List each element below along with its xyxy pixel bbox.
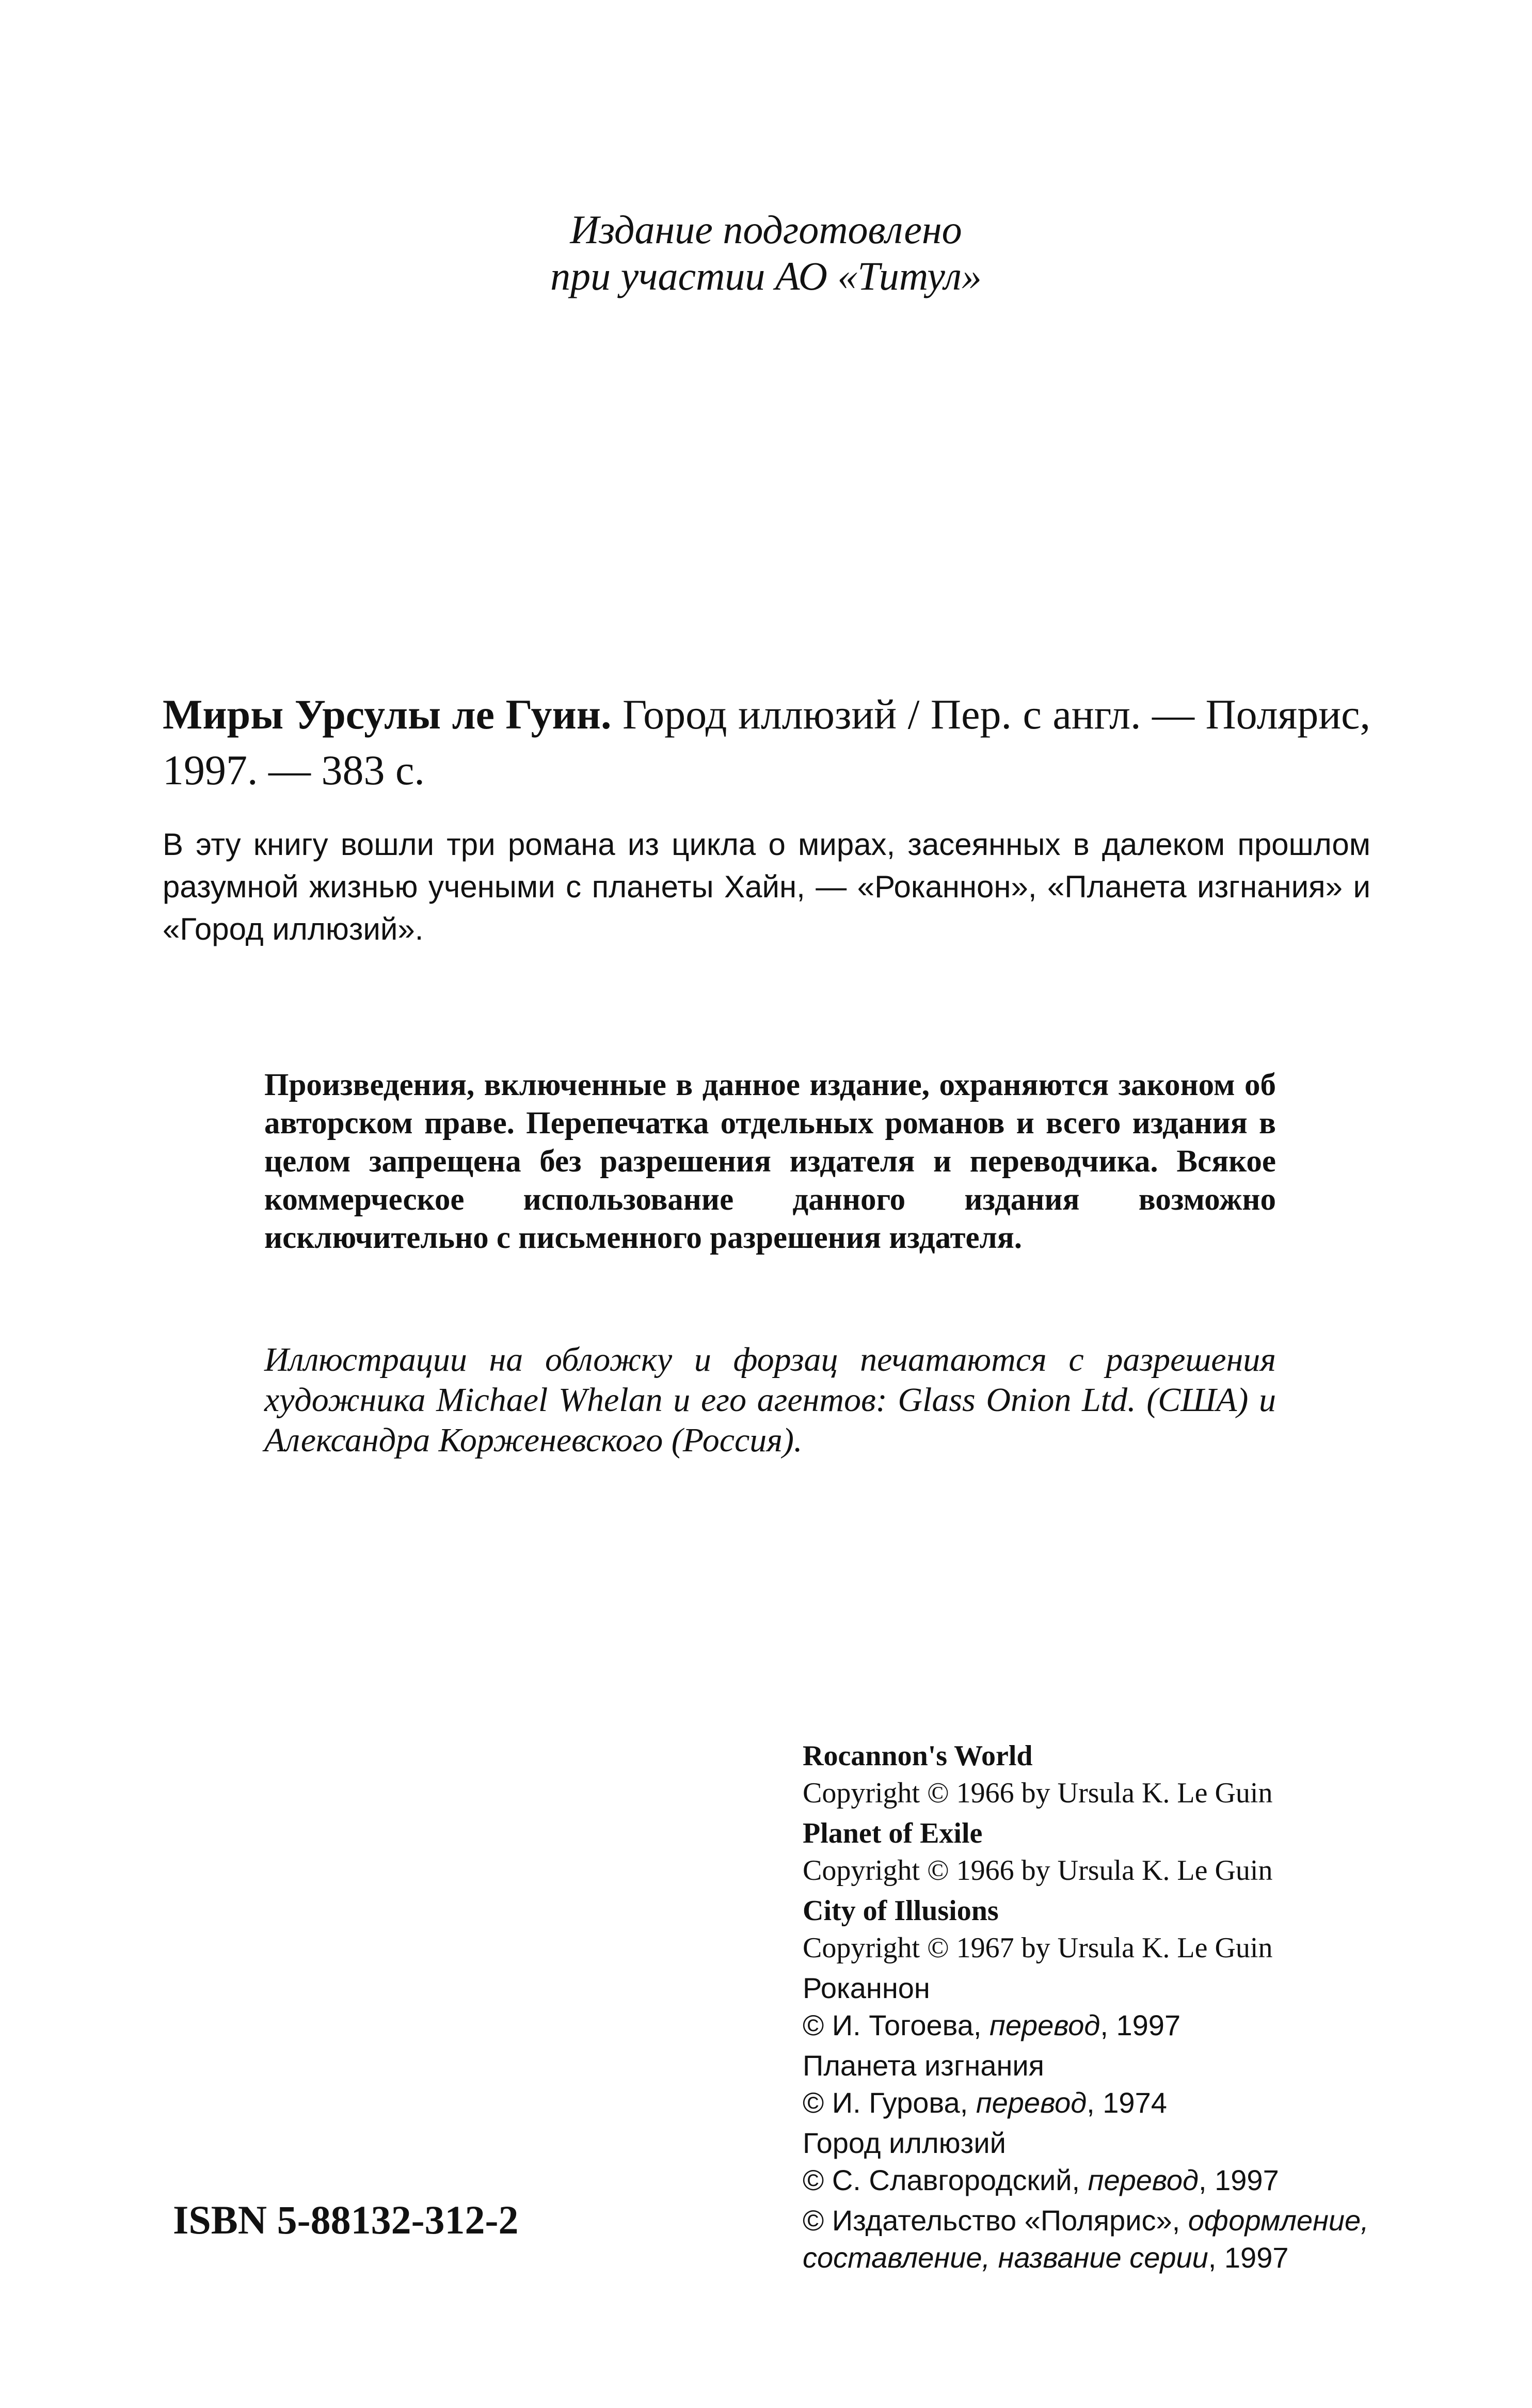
translation-title: Город иллюзий: [803, 2127, 1006, 2159]
publication-credit: [0, 207, 1532, 299]
copyright-entry: [803, 1737, 1422, 1812]
isbn: ISBN 5-88132-312-2: [173, 2197, 519, 2242]
publisher-role: оформление, составление, название серии: [803, 2204, 1369, 2274]
copyright-title: City of Illusions: [803, 1895, 999, 1927]
translation-title: Роканнон: [803, 1972, 930, 2004]
copyrights-block: [803, 1737, 1422, 2279]
publisher-name: © Издательство «Полярис»,: [803, 2204, 1188, 2237]
translation-line: [803, 2007, 1422, 2044]
copyright-entry: [803, 1892, 1422, 1967]
bibliographic-entry-details: Город иллюзий / Пер. с англ. — Полярис, 1997. — 383 с.: [163, 691, 1370, 794]
translation-title: Планета изгнания: [803, 2049, 1044, 2082]
copyright-line: Copyright © 1966 by Ursula K. Le Guin: [803, 1777, 1273, 1809]
publication-credit-line: Издание подготовлено: [570, 207, 962, 252]
publication-credit-line: при участии АО «Титул»: [550, 254, 982, 298]
translation-entry: [803, 2047, 1422, 2121]
rights-notice: Произведения, включенные в данное издание, охраняются законом об авторском праве. Перепечатка отдельных романов и всего издания в целом запрещена без разрешения издателя и переводчика. Всякое коммерческое использование данного издания возможно исключительно с письменного разрешения издателя.: [264, 1068, 1276, 1255]
publisher-year: , 1997: [1208, 2241, 1289, 2274]
translator-name: © И. Тогоева,: [803, 2009, 990, 2041]
translation-year: , 1997: [1100, 2009, 1181, 2041]
bibliographic-entry: [163, 687, 1370, 798]
translation-year: , 1974: [1087, 2086, 1167, 2119]
bibliographic-entry-title: Миры Урсулы ле Гуин.: [163, 691, 612, 738]
translation-line: [803, 2162, 1422, 2199]
copyright-title: Rocannon's World: [803, 1740, 1033, 1772]
copyright-entry: [803, 1815, 1422, 1889]
translator-name: © И. Гурова,: [803, 2086, 976, 2119]
illustrations-note: Иллюстрации на обложку и форзац печатаются с разрешения художника Michael Whelan и его агентов: Glass Onion Ltd. (США) и Александра Корженевского (Россия).: [264, 1341, 1276, 1459]
copyright-line: Copyright © 1967 by Ursula K. Le Guin: [803, 1932, 1273, 1964]
annotation: В эту книгу вошли три романа из цикла о мирах, засеянных в далеком прошлом разумной жизнью учеными с планеты Хайн, — «Роканнон», «Планета изгнания» и «Город иллюзий».: [163, 827, 1370, 946]
translator-name: © С. Славгородский,: [803, 2164, 1088, 2196]
translation-year: , 1997: [1199, 2164, 1279, 2196]
translation-line: [803, 2084, 1422, 2121]
translation-role: перевод: [1088, 2164, 1199, 2196]
copyright-line: Copyright © 1966 by Ursula K. Le Guin: [803, 1855, 1273, 1887]
translation-role: перевод: [990, 2009, 1100, 2041]
translation-entry: [803, 2125, 1422, 2199]
translation-entry: [803, 1970, 1422, 2044]
publisher-copyright: [803, 2202, 1422, 2276]
translation-role: перевод: [976, 2086, 1087, 2119]
copyright-title: Planet of Exile: [803, 1817, 983, 1849]
